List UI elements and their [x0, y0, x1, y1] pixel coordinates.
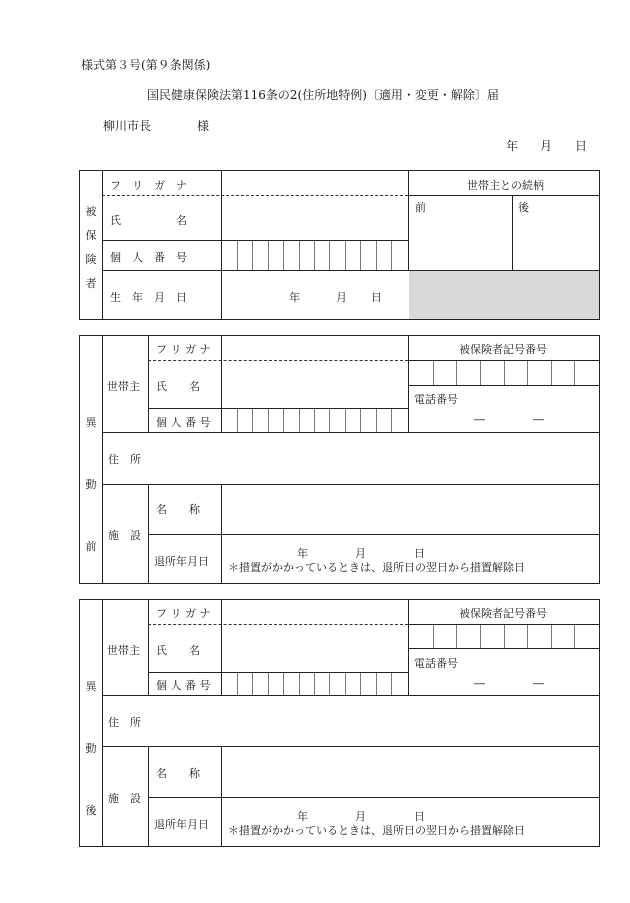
after-leave-day[interactable]: 日 — [414, 810, 425, 823]
before-furigana-label: フ リ ガ ナ — [156, 343, 211, 356]
form-number: 様式第３号(第９条関係) — [81, 58, 211, 72]
shaded-blank — [409, 271, 599, 319]
after-phone-label: 電話番号 — [414, 657, 458, 670]
before-insured-no-input[interactable] — [409, 361, 599, 385]
before-furigana-input[interactable] — [222, 336, 407, 360]
after-facility-name-input[interactable] — [222, 747, 599, 797]
addressee: 柳川市長 — [103, 119, 152, 133]
submit-date-year[interactable]: 年 — [506, 139, 519, 153]
insured-furigana-label: フ リ ガ ナ — [110, 179, 187, 192]
insured-name-label: 氏 名 — [110, 214, 187, 227]
addressee-honorific: 様 — [197, 119, 210, 133]
submit-date-month[interactable]: 月 — [540, 139, 553, 153]
insured-my-number-label: 個 人 番 号 — [110, 251, 187, 264]
after-name-input[interactable] — [222, 625, 407, 672]
after-facility-name-label: 名 称 — [156, 767, 200, 780]
insured-birth-month[interactable]: 月 — [336, 291, 347, 304]
before-section-label: 異動前 — [85, 416, 97, 553]
after-head-label: 世帯主 — [107, 644, 140, 657]
insured-my-number-input[interactable] — [222, 241, 407, 270]
before-phone-input[interactable] — [409, 386, 599, 432]
insured-furigana-input[interactable] — [222, 171, 407, 195]
before-facility-label: 施 設 — [108, 529, 141, 542]
after-phone-dash-2: ― — [533, 677, 544, 690]
after-phone-dash-1: ― — [474, 677, 485, 690]
insured-birthdate-label: 生 年 月 日 — [110, 291, 187, 304]
after-note: ＊措置がかかっているときは、退所日の翌日から措置解除日 — [228, 824, 525, 837]
after-furigana-label: フ リ ガ ナ — [156, 607, 211, 620]
before-name-input[interactable] — [222, 361, 407, 408]
before-leave-month[interactable]: 月 — [355, 547, 366, 560]
after-insured-no-label: 被保険者記号番号 — [459, 607, 547, 620]
before-note: ＊措置がかかっているときは、退所日の翌日から措置解除日 — [228, 561, 525, 574]
after-my-number-input[interactable] — [222, 673, 407, 695]
before-name-label: 氏 名 — [156, 380, 200, 393]
before-my-number-input[interactable] — [222, 409, 407, 432]
relation-after-input[interactable] — [513, 212, 599, 269]
after-leave-month[interactable]: 月 — [355, 810, 366, 823]
after-address-label: 住 所 — [108, 716, 141, 729]
before-address-input[interactable] — [149, 433, 599, 484]
insured-birth-year[interactable]: 年 — [289, 291, 300, 304]
after-my-number-label: 個 人 番 号 — [156, 679, 211, 692]
before-leave-day[interactable]: 日 — [414, 547, 425, 560]
before-my-number-label: 個 人 番 号 — [156, 416, 211, 429]
before-facility-name-label: 名 称 — [156, 503, 200, 516]
after-leave-year[interactable]: 年 — [297, 810, 308, 823]
before-head-label: 世帯主 — [107, 380, 140, 393]
after-insured-no-input[interactable] — [409, 625, 599, 648]
insured-name-input[interactable] — [222, 196, 407, 240]
relation-before-label: 前 — [415, 201, 426, 214]
before-address-label: 住 所 — [108, 453, 141, 466]
before-leave-date-label: 退所年月日 — [154, 555, 209, 568]
submit-date-day[interactable]: 日 — [575, 139, 588, 153]
relation-label: 世帯主との続柄 — [467, 179, 544, 192]
after-name-label: 氏 名 — [156, 644, 200, 657]
form-title: 国民健康保険法第116条の2(住所地特例)〔適用・変更・解除〕届 — [147, 88, 499, 102]
after-address-input[interactable] — [149, 696, 599, 746]
after-leave-date-label: 退所年月日 — [154, 818, 209, 831]
before-phone-dash-2: ― — [533, 413, 544, 426]
before-phone-dash-1: ― — [474, 413, 485, 426]
before-facility-name-input[interactable] — [222, 485, 599, 534]
relation-after-label: 後 — [518, 201, 529, 214]
insured-birth-day[interactable]: 日 — [371, 291, 382, 304]
relation-before-input[interactable] — [409, 212, 511, 269]
before-leave-year[interactable]: 年 — [297, 547, 308, 560]
before-insured-no-label: 被保険者記号番号 — [459, 343, 547, 356]
insured-section-label: 被保険者 — [85, 205, 97, 290]
after-furigana-input[interactable] — [222, 600, 407, 624]
after-section-label: 異動後 — [85, 680, 97, 817]
after-phone-input[interactable] — [409, 649, 599, 695]
after-facility-label: 施 設 — [108, 792, 141, 805]
before-phone-label: 電話番号 — [414, 393, 458, 406]
